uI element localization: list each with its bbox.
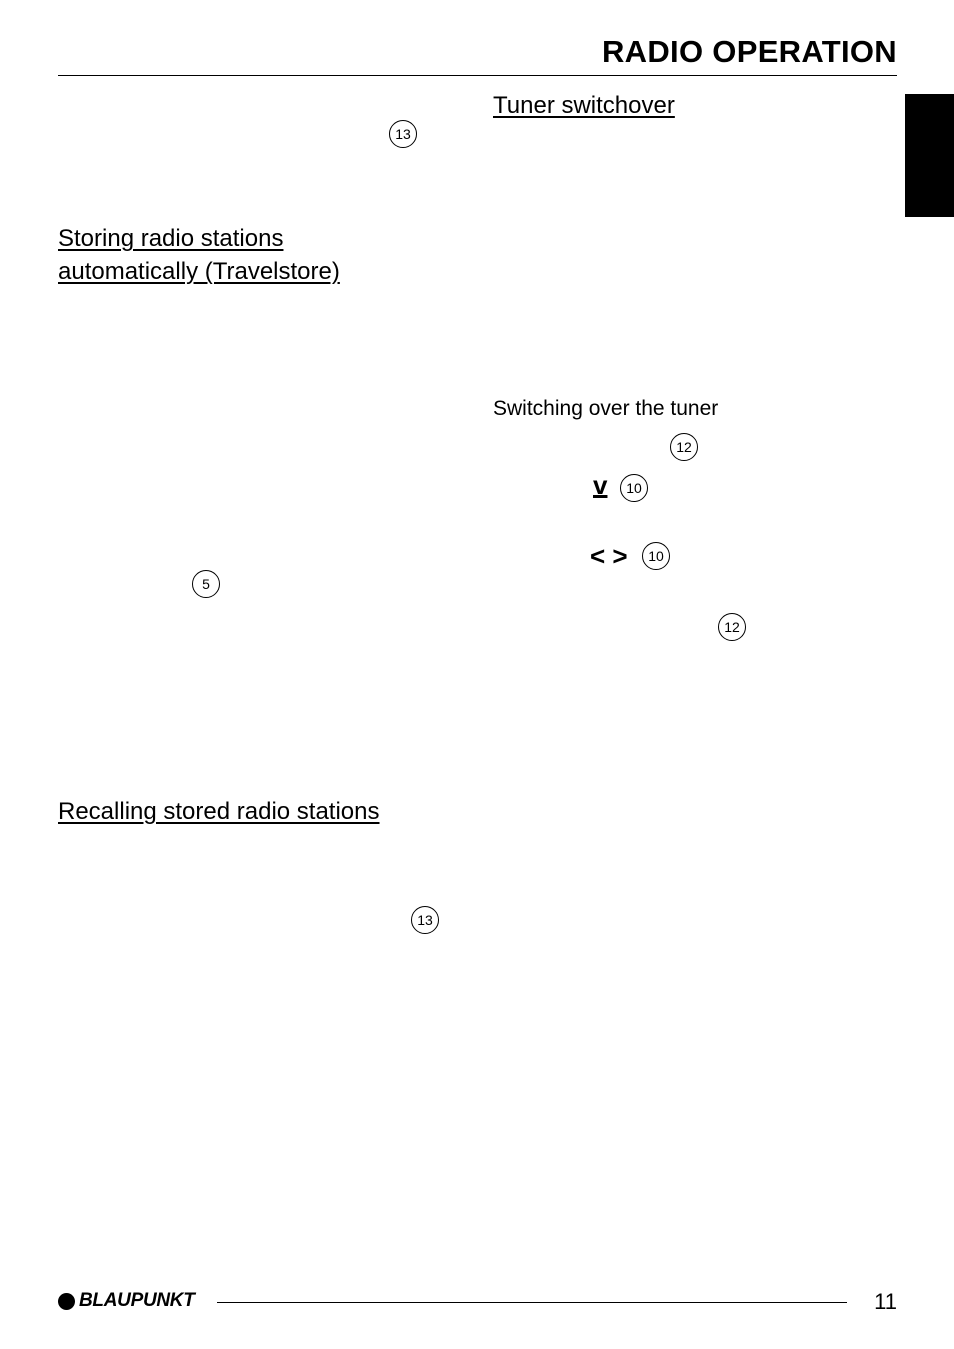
page-number: 11 (874, 1289, 897, 1314)
footer-divider (217, 1302, 847, 1303)
heading-storing-line2: automatically (Travelstore) (58, 258, 340, 285)
heading-storing-line1: Storing radio stations (58, 225, 284, 252)
heading-tuner-switchover: Tuner switchover (493, 92, 675, 119)
reference-number-13-recall: 13 (411, 906, 439, 934)
reference-number-10-left-right: 10 (642, 542, 670, 570)
reference-number-10-down: 10 (620, 474, 648, 502)
reference-number-12-first: 12 (670, 433, 698, 461)
logo-dot-icon (58, 1293, 75, 1310)
left-right-arrow-keys-icon: < > (590, 541, 628, 571)
language-tab-marker (905, 94, 954, 217)
reference-number-13-top: 13 (389, 120, 417, 148)
brand-logo (58, 1290, 195, 1312)
brand-name: BLAUPUNKT (79, 1290, 195, 1311)
page-title: RADIO OPERATION (602, 34, 897, 69)
subheading-switching-tuner: Switching over the tuner (493, 397, 719, 420)
reference-number-5: 5 (192, 570, 220, 598)
title-divider (58, 75, 897, 76)
heading-recalling-stations: Recalling stored radio stations (58, 798, 380, 825)
reference-number-12-last: 12 (718, 613, 746, 641)
down-arrow-key-icon: v (593, 470, 608, 500)
